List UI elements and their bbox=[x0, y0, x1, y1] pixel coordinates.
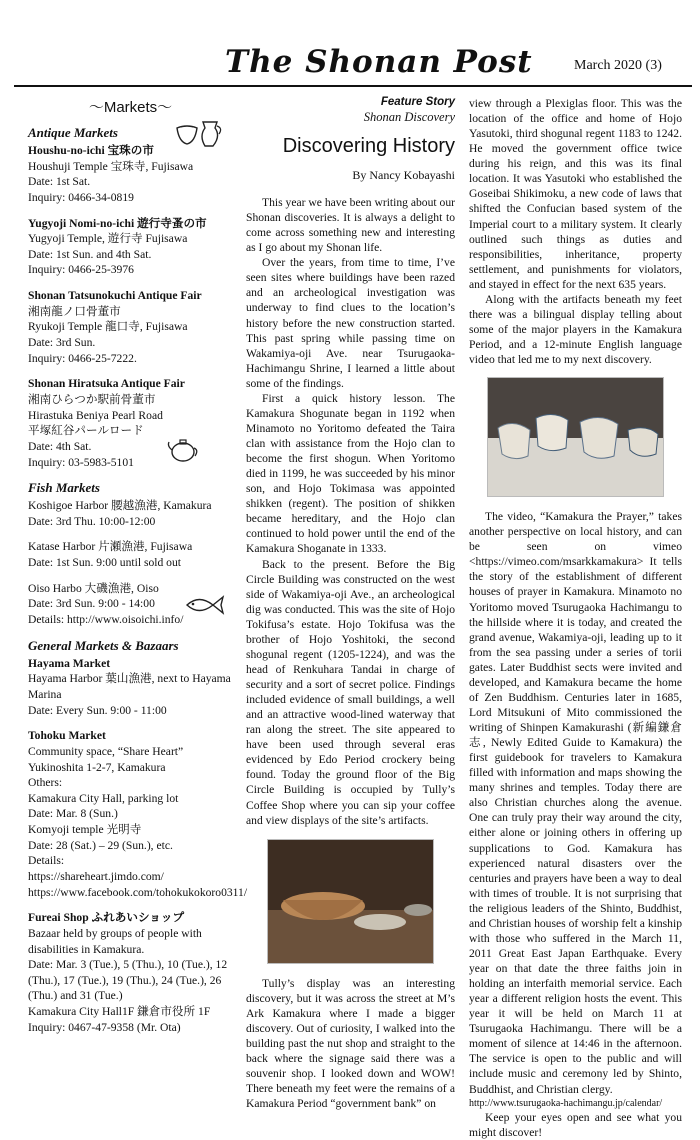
article-paragraph: This year we have been writing about our Shonan discoveries. It is always a delight to come across something new and interesting as I go about my Shonan life. bbox=[246, 196, 455, 255]
market-detail: Yugyoji Temple, 遊行寺 Fujisawa bbox=[28, 232, 188, 246]
feature-label: Feature Story bbox=[380, 96, 455, 108]
market-detail: Katase Harbor 片瀬漁港, Fujisawa bbox=[28, 540, 193, 554]
market-entry bbox=[28, 498, 233, 529]
market-detail: 平塚紅谷パールロード bbox=[28, 424, 144, 438]
pottery-icon bbox=[173, 116, 225, 150]
fish-markets-heading: Fish Markets bbox=[28, 480, 100, 496]
market-entry bbox=[28, 728, 248, 900]
byline: By Nancy Kobayashi bbox=[352, 168, 455, 182]
market-detail: Date: 3rd Sun. 9:00 - 14:00 bbox=[28, 597, 155, 611]
market-detail: Inquiry: 0466-34-0819 bbox=[28, 190, 134, 204]
teapot-icon bbox=[167, 436, 199, 464]
market-name: Yugyoji Nomi-no-ichi 遊行寺蚤の市 bbox=[28, 216, 207, 230]
market-detail: Kamakura City Hall1F 鎌倉市役所 1F bbox=[28, 1005, 211, 1019]
market-detail: https://shareheart.jimdo.com/ bbox=[28, 869, 164, 883]
market-entry bbox=[28, 288, 233, 366]
fish-icon bbox=[183, 592, 225, 618]
issue-date: March 2020 (3) bbox=[574, 58, 662, 73]
market-detail: Date: Every Sun. 9:00 - 11:00 bbox=[28, 703, 167, 717]
market-detail: Inquiry: 0466-25-3976 bbox=[28, 263, 134, 277]
market-detail: Date: 28 (Sat.) – 29 (Sun.), etc. bbox=[28, 838, 173, 852]
article-paragraph: http://www.tsurugaoka-hachimangu.jp/calendar/ bbox=[469, 1097, 663, 1109]
market-detail: Koshigoe Harbor 腰越漁港, Kamakura bbox=[28, 499, 212, 513]
market-detail: 湘南ひらつか駅前骨董市 bbox=[28, 392, 156, 406]
article-paragraph: Keep your eyes open and see what you might discover! bbox=[469, 1110, 682, 1139]
article-paragraph: Tully’s display was an interesting discovery, but it was across the street at M’s Ark Kamakura where I made a bigger discovery. Out of curiosity, I walked into the building past the nut shop and straight to the back where the signage said there was a souvenir shop. I looked down and WOW! There beneath my feet were the remains of a Kamakura Period “government bank” on bbox=[246, 976, 455, 1111]
market-detail: Yukinoshita 1-2-7, Kamakura bbox=[28, 760, 166, 774]
antique-markets-list bbox=[28, 143, 233, 470]
market-detail: Hayama Harbor 葉山漁港, next to Hayama Marina bbox=[28, 672, 231, 701]
market-detail: Houshuji Temple 宝珠寺, Fujisawa bbox=[28, 159, 194, 173]
market-detail: Community space, “Share Heart” bbox=[28, 744, 184, 758]
market-entry bbox=[28, 539, 233, 570]
market-detail: Inquiry: 0467-47-9358 (Mr. Ota) bbox=[28, 1020, 181, 1034]
market-name: Tohoku Market bbox=[28, 729, 106, 743]
markets-column bbox=[28, 96, 248, 1045]
market-detail: Ryukoji Temple 龍口寺, Fujisawa bbox=[28, 320, 188, 334]
market-detail: Date: 1st Sun. 9:00 until sold out bbox=[28, 556, 181, 570]
market-name: Fureai Shop ふれあいショップ bbox=[28, 911, 185, 925]
market-entry bbox=[28, 376, 233, 470]
market-detail: Inquiry: 03-5983-5101 bbox=[28, 455, 134, 469]
market-entry bbox=[28, 910, 233, 1035]
market-detail: Oiso Harbo 大磯漁港, Oiso bbox=[28, 581, 159, 595]
markets-title: 〜Markets〜 bbox=[88, 99, 173, 116]
article-paragraph: Along with the artifacts beneath my feet there was a bilingual display telling about some of the major players in the Kamakura Period, and a 12-minute English language video that led me to my next discovery. bbox=[469, 292, 682, 367]
market-detail: Kamakura City Hall, parking lot bbox=[28, 791, 179, 805]
market-detail: Details: http://www.oisoichi.info/ bbox=[28, 613, 184, 627]
article-paragraph: The video, “Kamakura the Prayer,” takes another perspective on local history, and can be seen on vimeo <https://vimeo.com/msarkkamakura> It tells the story of the establishment of different houses of prayer in Kamakura. Minamoto no Yoritomo moved Tsurugaoka Hachimangu to the hillside where it is today, and created the grand avenue, Wakamiya-oji, leading up to it from the sea passing under a series of torii gates. Later Buddhist sects were invited and developed, and Kamakura became the home of Zen Buddhism. Centuries later in 1685, Lord Mitsukuni of Mito commissioned the writing of Shinpen Kamakurashi (新編鎌倉志, Newly Edited Guide to Kamakura) the first guidebook for travelers to Kamakura filled with information and maps showing the many shrines and temples. Today there are also Christian churches along the avenue. One can truly pray their way around the city, either alone or joining others in offering up supplications to God. Kamakura has experienced natural disasters over the centuries and prayers have been a way to deal with times of trouble. It is not surprising that the religious leaders of the Shinto, Buddhist, and Christian houses of worship felt a kinship with those who suffered in the March 11, 2011 Great East Japan Earthquake. Every year on that date the three faiths join in holding an interfaith memorial service. Each year a different religion hosts the event. This year it will be held on March 11 at Tsurugaoka Hachimangu. There will be a moment of silence at 14:46 in the afternoon. The service is open to the public and will include music and ceremony led by Shinto, Buddhist, and Christian clergy. bbox=[469, 510, 682, 1096]
market-detail: Date: Mar. 8 (Sun.) bbox=[28, 807, 118, 821]
market-detail: 湘南龍ノ口骨董市 bbox=[28, 304, 121, 318]
article-paragraph: First a quick history lesson. The Kamakura Shogunate began in 1192 when Minamoto no Yoritomo defeated the Taira clan with assistance from the Hojo clan to become the first shogun. When Yoritomo died in 1199, he was succeeded by his minor son, and Hojo Tokimasa was appointed shikken (regent). The position of shikken became hereditary, and the Hojo clan continued to hold power until the end of the Kamakura Shoganate in 1333. bbox=[246, 391, 455, 556]
market-detail: Details: bbox=[28, 854, 65, 868]
series-title: Shonan Discovery bbox=[363, 110, 455, 124]
article-headline: Discovering History bbox=[282, 135, 455, 157]
antique-markets-heading: Antique Markets bbox=[28, 125, 118, 140]
market-detail: https://www.facebook.com/tohokukokoro0311/ bbox=[28, 885, 248, 899]
pottery-shards-photo bbox=[487, 377, 664, 497]
market-name: Shonan Hiratsuka Antique Fair bbox=[28, 377, 185, 391]
feature-column-1 bbox=[246, 96, 455, 1111]
market-detail: Inquiry: 0466-25-7222. bbox=[28, 351, 137, 365]
market-detail: Date: Mar. 3 (Tue.), 5 (Thu.), 10 (Tue.), 12 (Thu.), 17 (Tue.), 19 (Thu.), 24 (Tue.), 26 (Thu.) and 31 (Tue.) bbox=[28, 958, 228, 1003]
market-name: Houshu-no-ichi 宝珠の市 bbox=[28, 144, 154, 157]
market-entry bbox=[28, 216, 233, 279]
market-entry bbox=[28, 656, 233, 719]
article-paragraph: Over the years, from time to time, I’ve seen sites where buildings have been razed and an archeological investigation was underway to find clues to the location’s history before the new construction started. This past spring while passing time on Wakamiya-oji Ave. near Tsurugaoka-Hachimangu Shrine, I learned a little about some of the findings. bbox=[246, 256, 455, 390]
market-detail: Date: 3rd Sun. bbox=[28, 336, 96, 350]
market-entry bbox=[28, 143, 233, 206]
market-detail: Others: bbox=[28, 776, 63, 790]
article-paragraph: Back to the present. Before the Big Circle Building was constructed on the west side of Wakamiya-oji Ave., an archeological dig was conducted. This was the site of Hojo Tokifusa’s estate. Hojo Tokifusa was the brother of Hojo Yoshitoki, the second shogunal regent (1205-1224), and was the head of Renkuhara Tandai in charge of security and a sort of secret police. Findings included evidence of small buildings, a well and an attractive wood-lined waterway that ran along the street. The site appeared to have been used through several eras evidenced by Edo Period crockery being found. Today the ground floor of the Big Circle Building is occupied by Tully’s Coffee Shop where you can sip your coffee and view displays of the site’s artifacts. bbox=[246, 557, 455, 827]
market-detail: Hirastuka Beniya Pearl Road bbox=[28, 408, 163, 422]
article-paragraph: view through a Plexiglas floor. This was the location of the office and home of Hojo Yasutoki, third shogunal regent 1183 to 1242. He moved the government office twice during his reign, and this was its final location. It was Yasutoki who established the Goseibai Shikimoku, a new code of laws that shifted the Confucian based system of the Imperial court to a military system. It clearly outlined such things as duties and responsibilities, inheritance, property settlement, and punishments for violators, and stayed in effect for the next 635 years. bbox=[469, 97, 682, 291]
market-detail: Date: 4th Sat. bbox=[28, 439, 92, 453]
general-markets-list bbox=[28, 656, 248, 1036]
feature-column-2 bbox=[469, 96, 682, 1140]
market-detail: Komyoji temple 光明寺 bbox=[28, 823, 142, 837]
market-name: Shonan Tatsunokuchi Antique Fair bbox=[28, 289, 202, 303]
artifact-bowls-photo bbox=[267, 839, 434, 964]
market-detail: Date: 3rd Thu. 10:00-12:00 bbox=[28, 514, 156, 528]
market-name: Hayama Market bbox=[28, 656, 111, 670]
market-detail: Date: 1st Sat. bbox=[28, 175, 91, 189]
header-rule bbox=[14, 85, 692, 87]
market-detail: Bazaar held by groups of people with disabilities in Kamakura. bbox=[28, 926, 202, 956]
general-markets-heading: General Markets & Bazaars bbox=[28, 637, 179, 653]
masthead: The Shonan Post bbox=[225, 44, 533, 80]
market-detail: Date: 1st Sun. and 4th Sat. bbox=[28, 247, 152, 261]
